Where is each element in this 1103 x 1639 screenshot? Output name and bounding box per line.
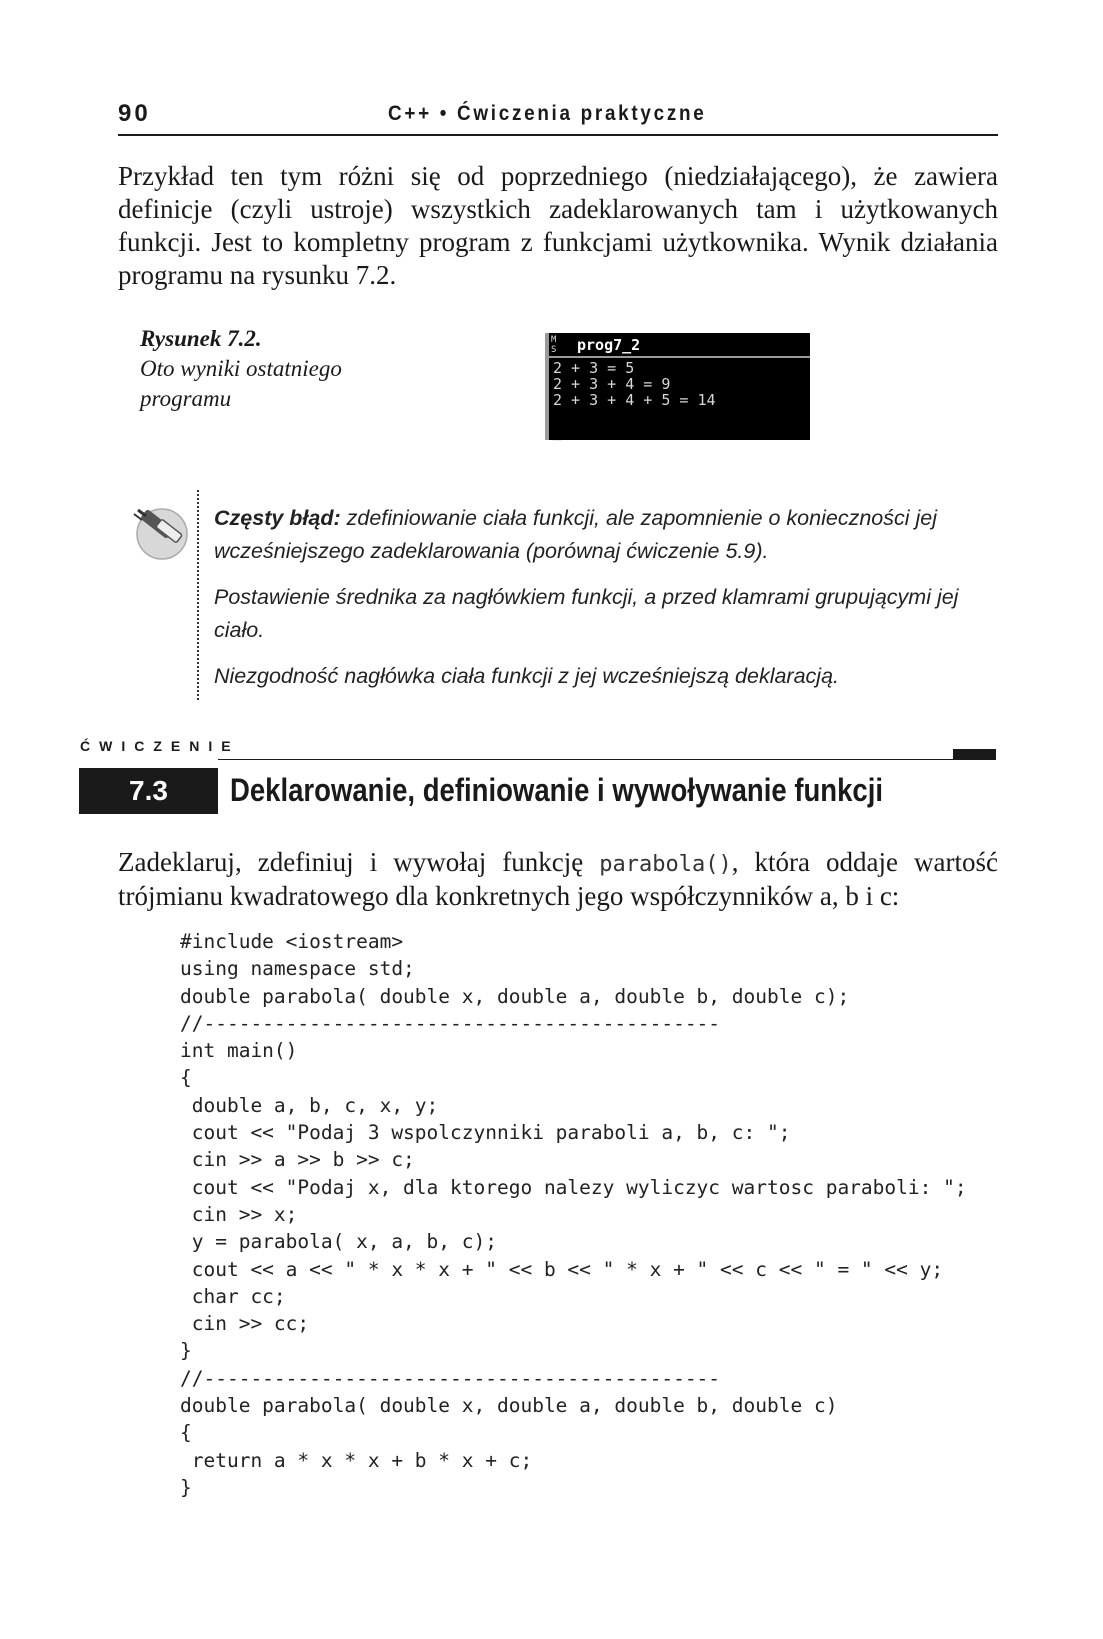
console-output: 2 + 3 = 5 2 + 3 + 4 = 9 2 + 3 + 4 + 5 = 14 _ [553,359,716,441]
task-paragraph [118,845,998,913]
code-listing: #include <iostream> using namespace std; double parabola( double x, double a, double b, double c); //-------------------------------------------- int main() { double a, b, c, x, y; cout << "Podaj 3 wspolczynniki paraboli a, b, c: "; cin >> a >> b >> c; cout << "Podaj x, dla ktorego nalezy wyliczyc wartosc paraboli: "; cin >> x; y = parabola( x, a, b, c); cout << a << " * x * x + " << b << " * x + " << c << " = " << y; char cc; cin >> cc; } //-------------------------------------------- double parabola( double x, double a, double b, double c) { return a * x * x + b * x + c; } [180,930,967,1499]
common-error-note [214,502,994,706]
task-text-before: Zadeklaruj, zdefiniuj i wywołaj funkcję [118,847,600,877]
intro-paragraph: Przykład ten tym różni się od poprzedniego (niedziałającego), że zawiera definicje (czyli ustroje) wszystkich zadeklarowanych tam i użytkowanych funkcji. Jest to kompletny program z funkcjami użytkownika. Wynik działania programu na rysunku 7.2. [118,161,998,290]
task-inline-code: parabola() [599,852,732,877]
exercise-label: ĆWICZENIE [80,738,240,754]
page-number: 90 [118,100,151,127]
tip-paragraph-2: Postawienie średnika za nagłówkiem funkcji, a przed klamrami grupującymi jej ciało. [214,585,959,642]
console-title-bar [549,333,810,358]
console-window-title: prog7_2 [577,336,641,354]
console-window-icon: M S [551,335,557,355]
page-header [118,98,998,136]
figure-caption-text: Oto wyniki ostatniego programu [140,356,342,411]
exercise-number: 7.3 [79,768,218,814]
tip-text-1: zdefiniowanie ciała funkcji, ale zapomnienie o konieczności jej wcześniejszego zadeklarowania (porównaj ćwiczenie 5.9). [214,506,938,563]
task-text-after: , która oddaje wartość trójmianu kwadratowego dla konkretnych jego współczynników a, b i c: [118,847,998,911]
tip-lead: Częsty błąd: [214,506,341,530]
tip-paragraph-3: Niezgodność nagłówka ciała funkcji z jej wcześniejszą deklaracją. [214,664,840,688]
running-title: C++ • Ćwiczenia praktyczne [388,102,707,125]
exercise-title: Deklarowanie, definiowanie i wywoływanie funkcji [230,772,884,808]
exercise-rule-block [953,749,996,759]
tip-divider [197,490,199,700]
tip-paragraph-1 [214,502,994,568]
figure-caption [140,324,360,414]
exercise-rule [218,759,996,760]
figure-label: Rysunek 7.2. [140,326,262,351]
warning-tool-icon [130,500,190,562]
console-window-screenshot [545,333,810,440]
